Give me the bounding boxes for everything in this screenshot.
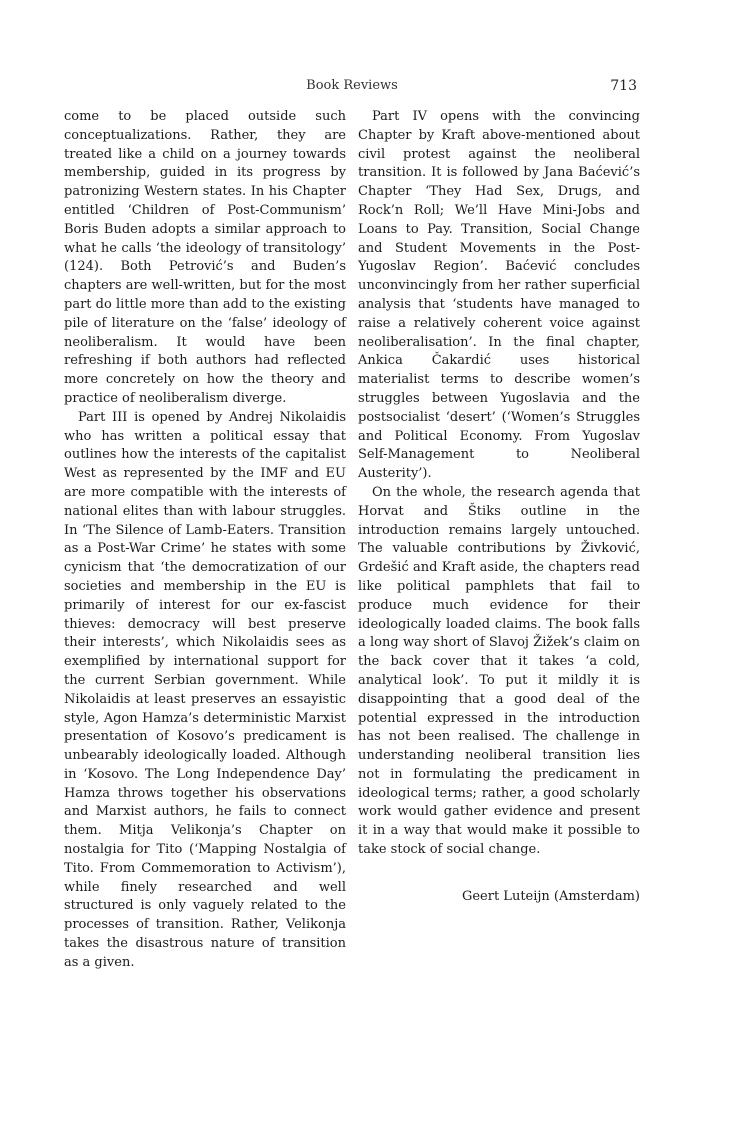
- running-header: [0, 76, 754, 96]
- reviewer-signature: Geert Luteijn (Amsterdam): [461, 888, 640, 904]
- left-column: [64, 108, 346, 973]
- paragraph: come to be placed outside such conceptualizations. Rather, they are treated like a child on a journey towards membership, guided in its progress by patronizing Western states. In his Chapter entitled ‘Children of Post-Communism’ Boris Buden adopts a similar approach to what he calls ‘the ideology of transitology’ (124). Both Petrović’s and Buden’s chapters are well-written, but for the most part do little more than add to the existing pile of literature on the ‘false’ ideology of neoliberalism. It would have been refreshing if both authors had reflected more concretely on how the theory and practice of neoliberalism diverge.: [64, 109, 346, 406]
- paragraph: Part III is opened by Andrej Nikolaidis who has written a political essay that outlines how the interests of the capitalist West as represented by the IMF and EU are more compatible with the interests of national elites than with labour struggles. In ‘The Silence of Lamb-Eaters. Transition as a Post-War Crime’ he states with some cynicism that ‘the democratization of our societies and membership in the EU is primarily of interest for our ex-fascist thieves: democracy will best preserve their interests’, which Nikolaidis sees as exemplified by international support for the current Serbian government. While Nikolaidis at least preserves an essayistic style, Agon Hamza’s deterministic Marxist presentation of Kosovo’s predicament is unbearably ideologically loaded. Although in ‘Kosovo. The Long Independence Day’ Hamza throws together his observations and Marxist authors, he fails to connect them. Mitja Velikonja’s Chapter on nostalgia for Tito (‘Mapping Nostalgia of Tito. From Commemoration to Activism’), while finely researched and well structured is only vaguely related to the processes of transition. Rather, Velikonja takes the disastrous nature of transition as a given.: [64, 409, 346, 970]
- paragraph: Part IV opens with the convincing Chapter by Kraft above-mentioned about civil protest against the neoliberal transition. It is followed by Jana Baćević’s Chapter ‘They Had Sex, Drugs, and Rock’n Roll; We’ll Have Mini-Jobs and Loans to Pay. Transition, Social Change and Student Movements in the Post-Yugoslav Region’. Baćević concludes unconvincingly from her rather superficial analysis that ‘students have managed to raise a relatively coherent voice against neoliberalisation’. In the final chapter, Ankica Čakardić uses historical materialist terms to describe women’s struggles between Yugoslavia and the postsocialist ‘desert’ (‘Women’s Struggles and Political Economy. From Yugoslav Self-Management to Neoliberal Austerity’).: [358, 109, 640, 482]
- right-column: [358, 108, 640, 907]
- paragraph: On the whole, the research agenda that Horvat and Štiks outline in the introduction remains largely untouched. The valuable contributions by Živković, Grdešić and Kraft aside, the chapters read like political pamphlets that fail to produce much evidence for their ideologically loaded claims. The book falls a long way short of Slavoj Žižek’s claim on the back cover that it takes ‘a cold, analytical look’. To put it mildly it is disappointing that a good deal of the potential expressed in the introduction has not been realised. The challenge in understanding neoliberal transition lies not in formulating the predicament in ideological terms; rather, a good scholarly work would gather evidence and present it in a way that would make it possible to take stock of social change.: [358, 484, 640, 858]
- page-number: 713: [610, 78, 637, 94]
- running-title: Book Reviews: [306, 78, 398, 93]
